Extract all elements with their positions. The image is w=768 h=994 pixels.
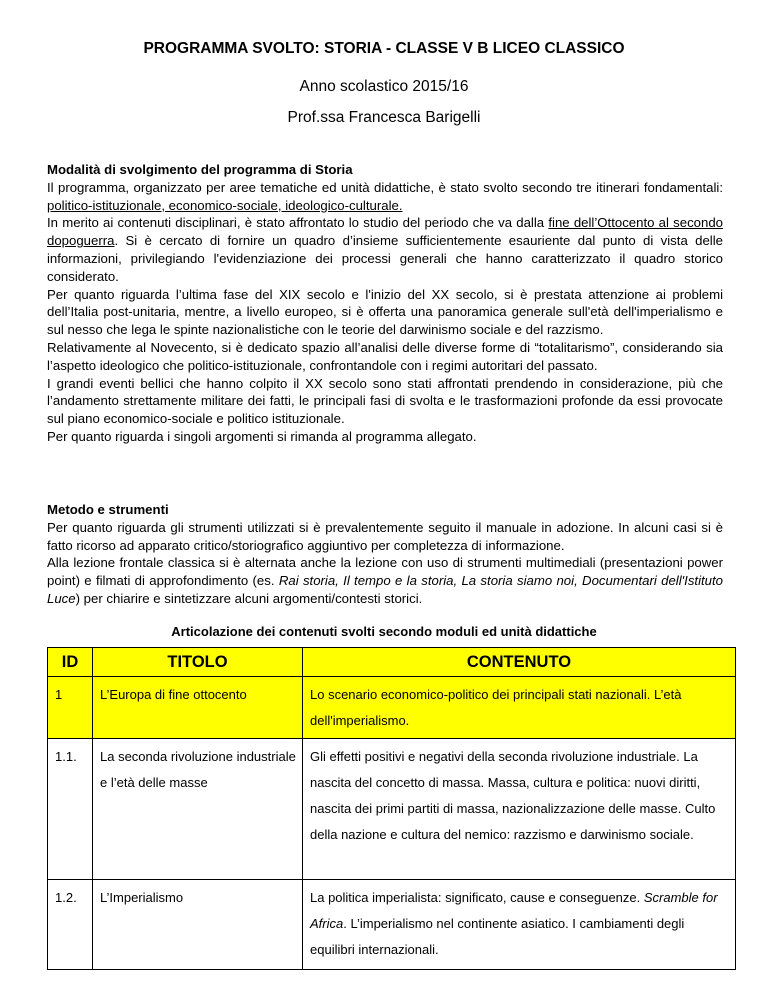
school-year: Anno scolastico 2015/16 <box>299 78 469 95</box>
section-heading: Metodo e strumenti <box>47 502 169 517</box>
header-contenuto: CONTENUTO <box>303 648 736 677</box>
teacher-name: Prof.ssa Francesca Barigelli <box>287 109 481 126</box>
header-titolo: TITOLO <box>93 648 303 677</box>
text: . L’imperialismo nel continente asiatico. I cambiamenti degli equilibri internazionali. <box>310 916 685 957</box>
paragraph: I grandi eventi bellici che hanno colpito il XX secolo sono stati affrontati prendendo in considerazione, più che l’andamento strettamente militare dei fatti, le principali fasi di svolta e le trasformazioni profonde da essi provocate sul piano economico-sociale e politico istituzionale. <box>47 375 723 427</box>
table-row <box>48 880 736 970</box>
italic-text: Scramble for Africa <box>310 890 718 931</box>
table-row <box>48 677 736 739</box>
paragraph: Relativamente al Novecento, si è dedicato spazio all’analisi delle diverse forme di “totalitarismo”, considerando sia l’aspetto ideologico che politico-istituzionale, confrontandole con i regimi autoritari del passato. <box>47 339 723 373</box>
row-id: 1.2. <box>48 880 93 970</box>
section-modalita <box>47 161 723 446</box>
paragraph: Per quanto riguarda i singoli argomenti si rimanda al programma allegato. <box>47 428 477 444</box>
section-metodo <box>47 501 723 608</box>
underlined-text: fine dell’Ottocento al secondo dopoguerra <box>47 215 724 249</box>
italic-text: Rai storia, Il tempo e la storia, La storia siamo noi, Documentari dell'Istituto Luce <box>47 573 724 606</box>
paragraph <box>47 554 723 607</box>
row-title: La seconda rivoluzione industriale e l’età delle masse <box>93 739 303 880</box>
row-id: 1 <box>48 677 93 739</box>
row-content: Lo scenario economico-politico dei principali stati nazionali. L’età dell'imperialismo. <box>303 677 736 739</box>
table-row <box>48 739 736 880</box>
paragraph <box>47 214 723 285</box>
header-id: ID <box>48 648 93 677</box>
contents-table <box>47 647 736 970</box>
row-content <box>303 880 736 970</box>
row-content: Gli effetti positivi e negativi della seconda rivoluzione industriale. La nascita del concetto di massa. Massa, cultura e politica: nuovi diritti, nascita dei primi partiti di massa, nazionalizzazione delle masse. Culto della nazione e cultura del nemico: razzismo e darwinismo sociale. <box>303 739 736 880</box>
text: In merito ai contenuti disciplinari, è stato affrontato lo studio del periodo che va dalla <box>47 215 549 231</box>
table-header-row <box>48 648 736 677</box>
paragraph: Per quanto riguarda l’ultima fase del XIX secolo e l'inizio del XX secolo, si è prestata attenzione ai problemi dell’Italia post-unitaria, mentre, a livello europeo, si è offerta una panoramica generale sull'età dell'imperialismo e sul nesso che lega le spinte nazionalistiche con le teorie del darwinismo sociale e del razzismo. <box>47 286 723 338</box>
paragraph: Per quanto riguarda gli strumenti utilizzati si è prevalentemente seguito il manuale in adozione. In alcuni casi si è fatto ricorso ad apparato critico/storiografico aggiuntivo per completezza di informazione. <box>47 519 723 553</box>
text: La politica imperialista: significato, cause e conseguenze. <box>310 890 644 905</box>
document-title: PROGRAMMA SVOLTO: STORIA - CLASSE V B LICEO CLASSICO <box>143 40 625 57</box>
row-title: L’Europa di fine ottocento <box>93 677 303 739</box>
text: ) per chiarire e sintetizzare alcuni argomenti/contesti storici. <box>75 590 423 606</box>
row-id: 1.1. <box>48 739 93 880</box>
table-caption: Articolazione dei contenuti svolti secondo moduli ed unità didattiche <box>171 624 597 639</box>
text: Il programma, organizzato per aree tematiche ed unità didattiche, è stato svolto secondo tre itinerari fondamentali: <box>47 179 723 195</box>
text: . Si è cercato di fornire un quadro d’insieme sufficientemente esauriente dal punto di vista delle informazioni, privilegiando l'evidenziazione dei processi generali che hanno caratterizzato il quadro storico considerato. <box>47 233 723 284</box>
row-title: L’Imperialismo <box>93 880 303 970</box>
section-heading: Modalità di svolgimento del programma di Storia <box>47 162 353 177</box>
text: Alla lezione frontale classica si è alternata anche la lezione con uso di strumenti multimediali (presentazioni power point) e filmati di approfondimento (es. <box>47 555 723 589</box>
underlined-text: politico-istituzionale, economico-sociale, ideologico-culturale. <box>47 197 403 213</box>
paragraph <box>47 179 723 215</box>
